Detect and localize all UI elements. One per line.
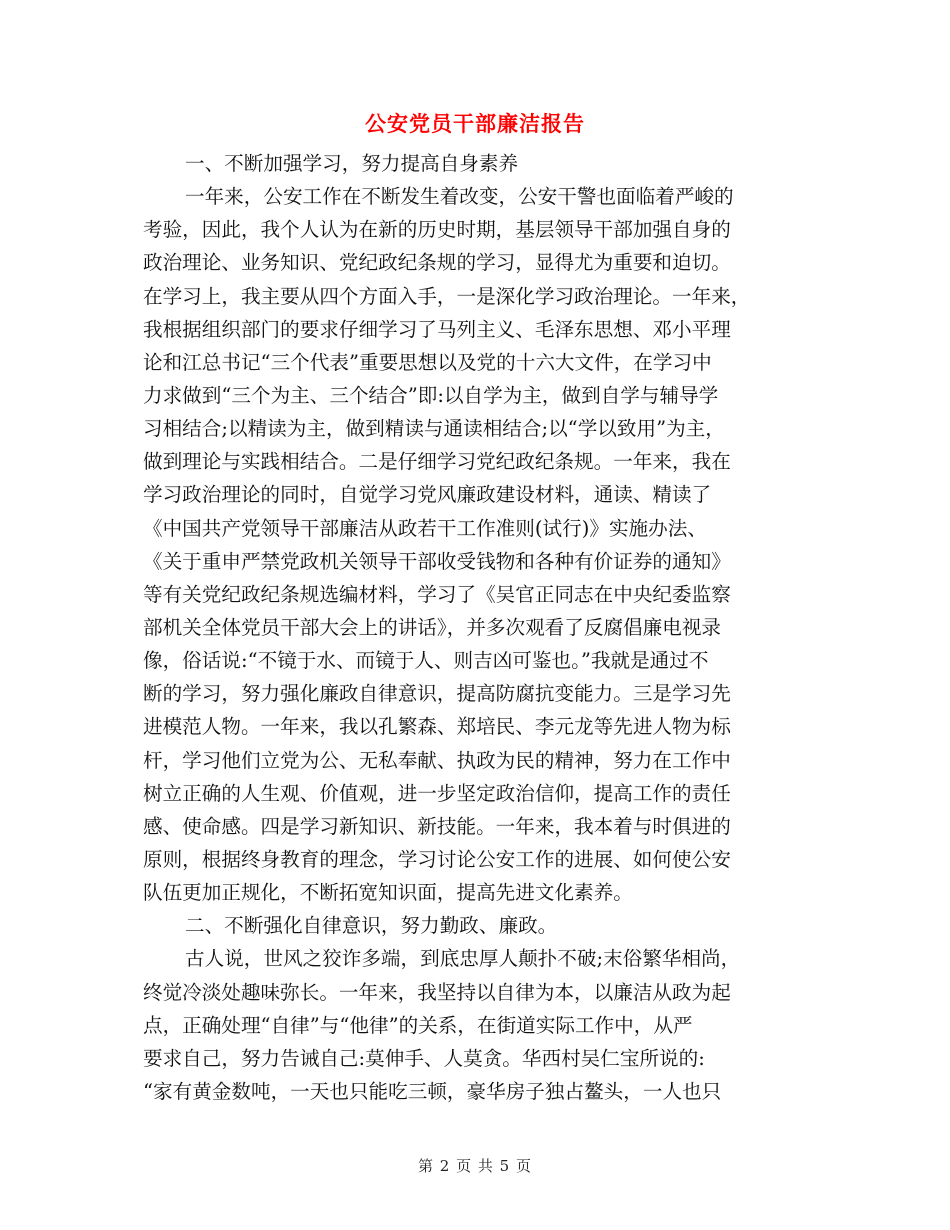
document-title: 公安党员干部廉洁报告 — [365, 111, 585, 136]
paragraph-line: 做到理论与实践相结合。二是仔细学习党纪政纪条规。一年来，我在 — [143, 450, 731, 474]
paragraph-line: 部机关全体党员干部大会上的讲话》，并多次观看了反腐倡廉电视录 — [143, 615, 722, 639]
paragraph-line: 在学习上，我主要从四个方面入手，一是深化学习政治理论。一年来， — [143, 284, 751, 308]
paragraph-line: 点，正确处理“自律”与“他律”的关系，在街道实际工作中，从严 — [143, 1013, 693, 1037]
paragraph-line: 原则，根据终身教育的理念，学习讨论公安工作的进展、如何使公安 — [143, 847, 731, 871]
paragraph-line: 古人说，世风之狡诈多端，到底忠厚人颠扑不破;末俗繁华相尚， — [185, 947, 741, 971]
paragraph-line: 断的学习，努力强化廉政自律意识，提高防腐抗变能力。三是学习先 — [143, 682, 731, 706]
paragraph-line: 《关于重申严禁党政机关领导干部收受钱物和各种有价证券的通知》 — [143, 549, 731, 573]
paragraph-line: 一年来，公安工作在不断发生着改变，公安干警也面临着严峻的 — [185, 185, 734, 209]
paragraph-line: 要求自己，努力告诫自己:莫伸手、人莫贪。华西村吴仁宝所说的: — [143, 1046, 705, 1070]
paragraph-line: 政治理论、业务知识、党纪政纪条规的学习，显得尤为重要和迫切。 — [143, 251, 731, 275]
page-number-footer: 第 2 页 共 5 页 — [418, 1157, 532, 1175]
paragraph-line: “家有黄金数吨，一天也只能吃三顿，豪华房子独占鳌头，一人也只 — [143, 1079, 722, 1103]
paragraph-line: 学习政治理论的同时，自觉学习党风廉政建设材料，通读、精读了 — [143, 483, 712, 507]
paragraph-line: 杆，学习他们立党为公、无私奉献、执政为民的精神，努力在工作中 — [143, 748, 731, 772]
paragraph-line: 力求做到“三个为主、三个结合”即:以自学为主，做到自学与辅导学 — [143, 383, 719, 407]
paragraph-line: 树立正确的人生观、价值观，进一步坚定政治信仰，提高工作的责任 — [143, 781, 731, 805]
paragraph-line: 队伍更加正规化，不断拓宽知识面，提高先进文化素养。 — [143, 881, 633, 905]
document-body — [143, 147, 807, 1108]
paragraph-line: 我根据组织部门的要求仔细学习了马列主义、毛泽东思想、邓小平理 — [143, 317, 731, 341]
paragraph-line: 等有关党纪政纪条规选编材料，学习了《吴官正同志在中央纪委监察 — [143, 582, 731, 606]
paragraph-line: 论和江总书记“三个代表”重要思想以及党的十六大文件，在学习中 — [143, 350, 712, 374]
paragraph-line: 进模范人物。一年来，我以孔繁森、郑培民、李元龙等先进人物为标 — [143, 715, 731, 739]
section-heading-1: 一、不断加强学习，努力提高自身素养 — [185, 152, 519, 175]
paragraph-line: 终觉冷淡处趣味弥长。一年来，我坚持以自律为本，以廉洁从政为起 — [143, 980, 731, 1004]
paragraph-line: 像，俗话说:“不镜于水、而镜于人、则吉凶可鉴也。”我就是通过不 — [143, 649, 709, 673]
paragraph-line: 习相结合;以精读为主，做到精读与通读相结合;以“学以致用”为主， — [143, 417, 725, 441]
section-heading-2: 二、不断强化自律意识，努力勤政、廉政。 — [185, 914, 558, 938]
paragraph-line: 感、使命感。四是学习新知识、新技能。一年来，我本着与时俱进的 — [143, 814, 731, 838]
paragraph-line: 考验，因此，我个人认为在新的历史时期，基层领导干部加强自身的 — [143, 218, 731, 242]
paragraph-line: 《中国共产党领导干部廉洁从政若干工作准则(试行)》实施办法、 — [143, 516, 707, 540]
